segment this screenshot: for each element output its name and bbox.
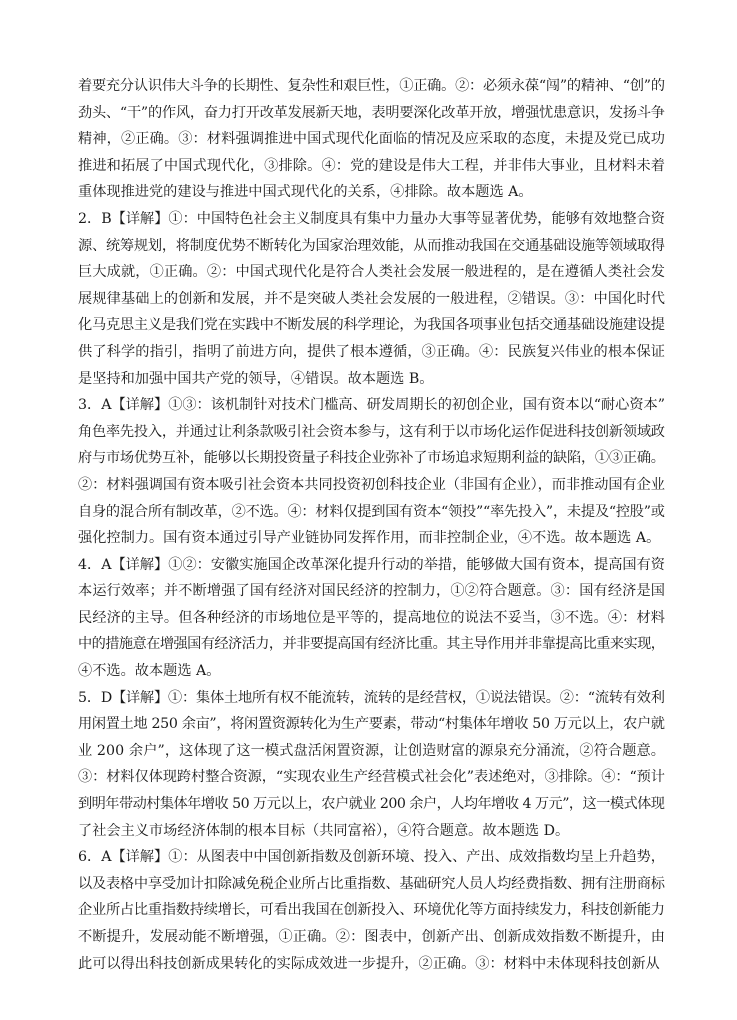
text-line: 此可以得出科技创新成果转化的实际成效进一步提升，②正确。③：材料中未体现科技创新从: [78, 955, 660, 972]
answer-paragraph: [78, 552, 665, 685]
text-line: 民经济的主导。但各种经济的市场地位是平等的，提高地位的说法不妥当，③不选。④：材料: [78, 609, 665, 626]
answer-paragraph: [78, 206, 665, 392]
text-line: 不断提升，发展动能不断增强，①正确。②：图表中，创新产出、创新成效指数不断提升，由: [78, 929, 665, 945]
text-line: 化马克思主义是我们党在实践中不断发展的科学理论，为我国各项事业包括交通基础设施建设提: [78, 317, 665, 334]
text-line: 推进和拓展了中国式现代化，③排除。④：党的建设是伟大工程，并非伟大事业，且材料未着: [78, 157, 665, 174]
answer-paragraph: [78, 73, 665, 206]
text-line: 供了科学的指引，指明了前进方向，提供了根本遵循，③正确。④：民族复兴伟业的根本保证: [78, 343, 665, 360]
answer-paragraph: [78, 392, 665, 552]
text-line: 3．A【详解】①③：该机制针对技术门槛高、研发周期长的初创企业，国有资本以“耐心资本”: [78, 397, 665, 414]
text-line: 源、统筹规划，将制度优势不断转化为国家治理效能，从而推动我国在交通基础设施等领域取得: [78, 237, 665, 254]
text-line: 了社会主义市场经济体制的根本目标（共同富裕），④符合题意。故本题选 D。: [78, 822, 570, 839]
text-line: 自身的混合所有制改革，②不选。④：材料仅提到国有资本“领投”“率先投入”，未提及“控股”或: [78, 503, 665, 520]
text-line: 4．A【详解】①②：安徽实施国企改革深化提升行动的举措，能够做大国有资本，提高国有资: [78, 556, 665, 573]
text-line: 5．D【详解】①：集体土地所有权不能流转，流转的是经营权，①说法错误。②：“流转有效利: [78, 689, 665, 706]
text-line: 劲头、“干”的作风，奋力打开改革发展新天地，表明要深化改革开放，增强忧患意识，发扬斗争: [78, 104, 665, 121]
answer-paragraph: [78, 685, 665, 845]
text-line: 用闲置土地 250 余亩”，将闲置资源转化为生产要素，带动“村集体年增收 50 万元以上，农户就: [78, 716, 665, 733]
text-line: 到明年带动村集体年增收 50 万元以上，农户就业 200 余户，人均年增收 4 万元”，这一模式体现: [78, 796, 665, 813]
text-line: 府与市场优势互补，能够以长期投资量子科技企业弥补了市场追求短期利益的缺陷，①③正确。: [78, 450, 665, 467]
text-line: 重体现推进党的建设与推进中国式现代化的关系，④排除。故本题选 A。: [78, 184, 533, 201]
answer-paragraph: [78, 844, 665, 977]
answer-explanation-text: [78, 73, 665, 977]
text-line: ③：材料仅体现跨村整合资源，“实现农业生产经营模式社会化”表述绝对，③排除。④：“预计: [78, 769, 665, 786]
text-line: 巨大成就，①正确。②：中国式现代化是符合人类社会发展一般进程的，是在遵循人类社会发: [78, 264, 665, 281]
text-line: ④不选。故本题选 A。: [78, 663, 221, 680]
text-line: 2．B【详解】①：中国特色社会主义制度具有集中力量办大事等显著优势，能够有效地整合资: [78, 210, 665, 227]
text-line: 精神，②正确。③：材料强调推进中国式现代化面临的情况及应采取的态度，未提及党已成功: [78, 131, 665, 148]
text-line: ②：材料强调国有资本吸引社会资本共同投资初创科技企业（非国有企业），而非推动国有企业: [78, 476, 665, 493]
text-line: 业 200 余户”，这体现了这一模式盘活闲置资源，让创造财富的源泉充分涌流，②符合题意。: [78, 742, 665, 759]
text-line: 以及表格中享受加计扣除减免税企业所占比重指数、基础研究人员人均经费指数、拥有注册商标: [78, 875, 665, 892]
text-line: 6．A【详解】①：从图表中中国创新指数及创新环境、投入、产出、成效指数均呈上升趋势，: [78, 849, 665, 866]
text-line: 是坚持和加强中国共产党的领导，④错误。故本题选 B。: [78, 370, 434, 387]
text-line: 本运行效率；并不断增强了国有经济对国民经济的控制力，①②符合题意。③：国有经济是国: [78, 583, 665, 600]
text-line: 展规律基础上的创新和发展，并不是突破人类社会发展的一般进程，②错误。③：中国化时代: [78, 290, 665, 307]
text-line: 强化控制力。国有资本通过引导产业链协同发挥作用，而非控制企业，④不选。故本题选 A。: [78, 530, 661, 547]
text-line: 企业所占比重指数持续增长，可看出我国在创新投入、环境优化等方面持续发力，科技创新能力: [78, 902, 665, 919]
text-line: 中的措施意在增强国有经济活力，并非要提高国有经济比重。其主导作用并非靠提高比重来实现，: [78, 636, 665, 653]
text-line: 着要充分认识伟大斗争的长期性、复杂性和艰巨性，①正确。②：必须永葆“闯”的精神、“创”的: [78, 78, 665, 94]
text-line: 角色率先投入，并通过让利条款吸引社会资本参与，这有利于以市场化运作促进科技创新领域政: [78, 423, 665, 440]
